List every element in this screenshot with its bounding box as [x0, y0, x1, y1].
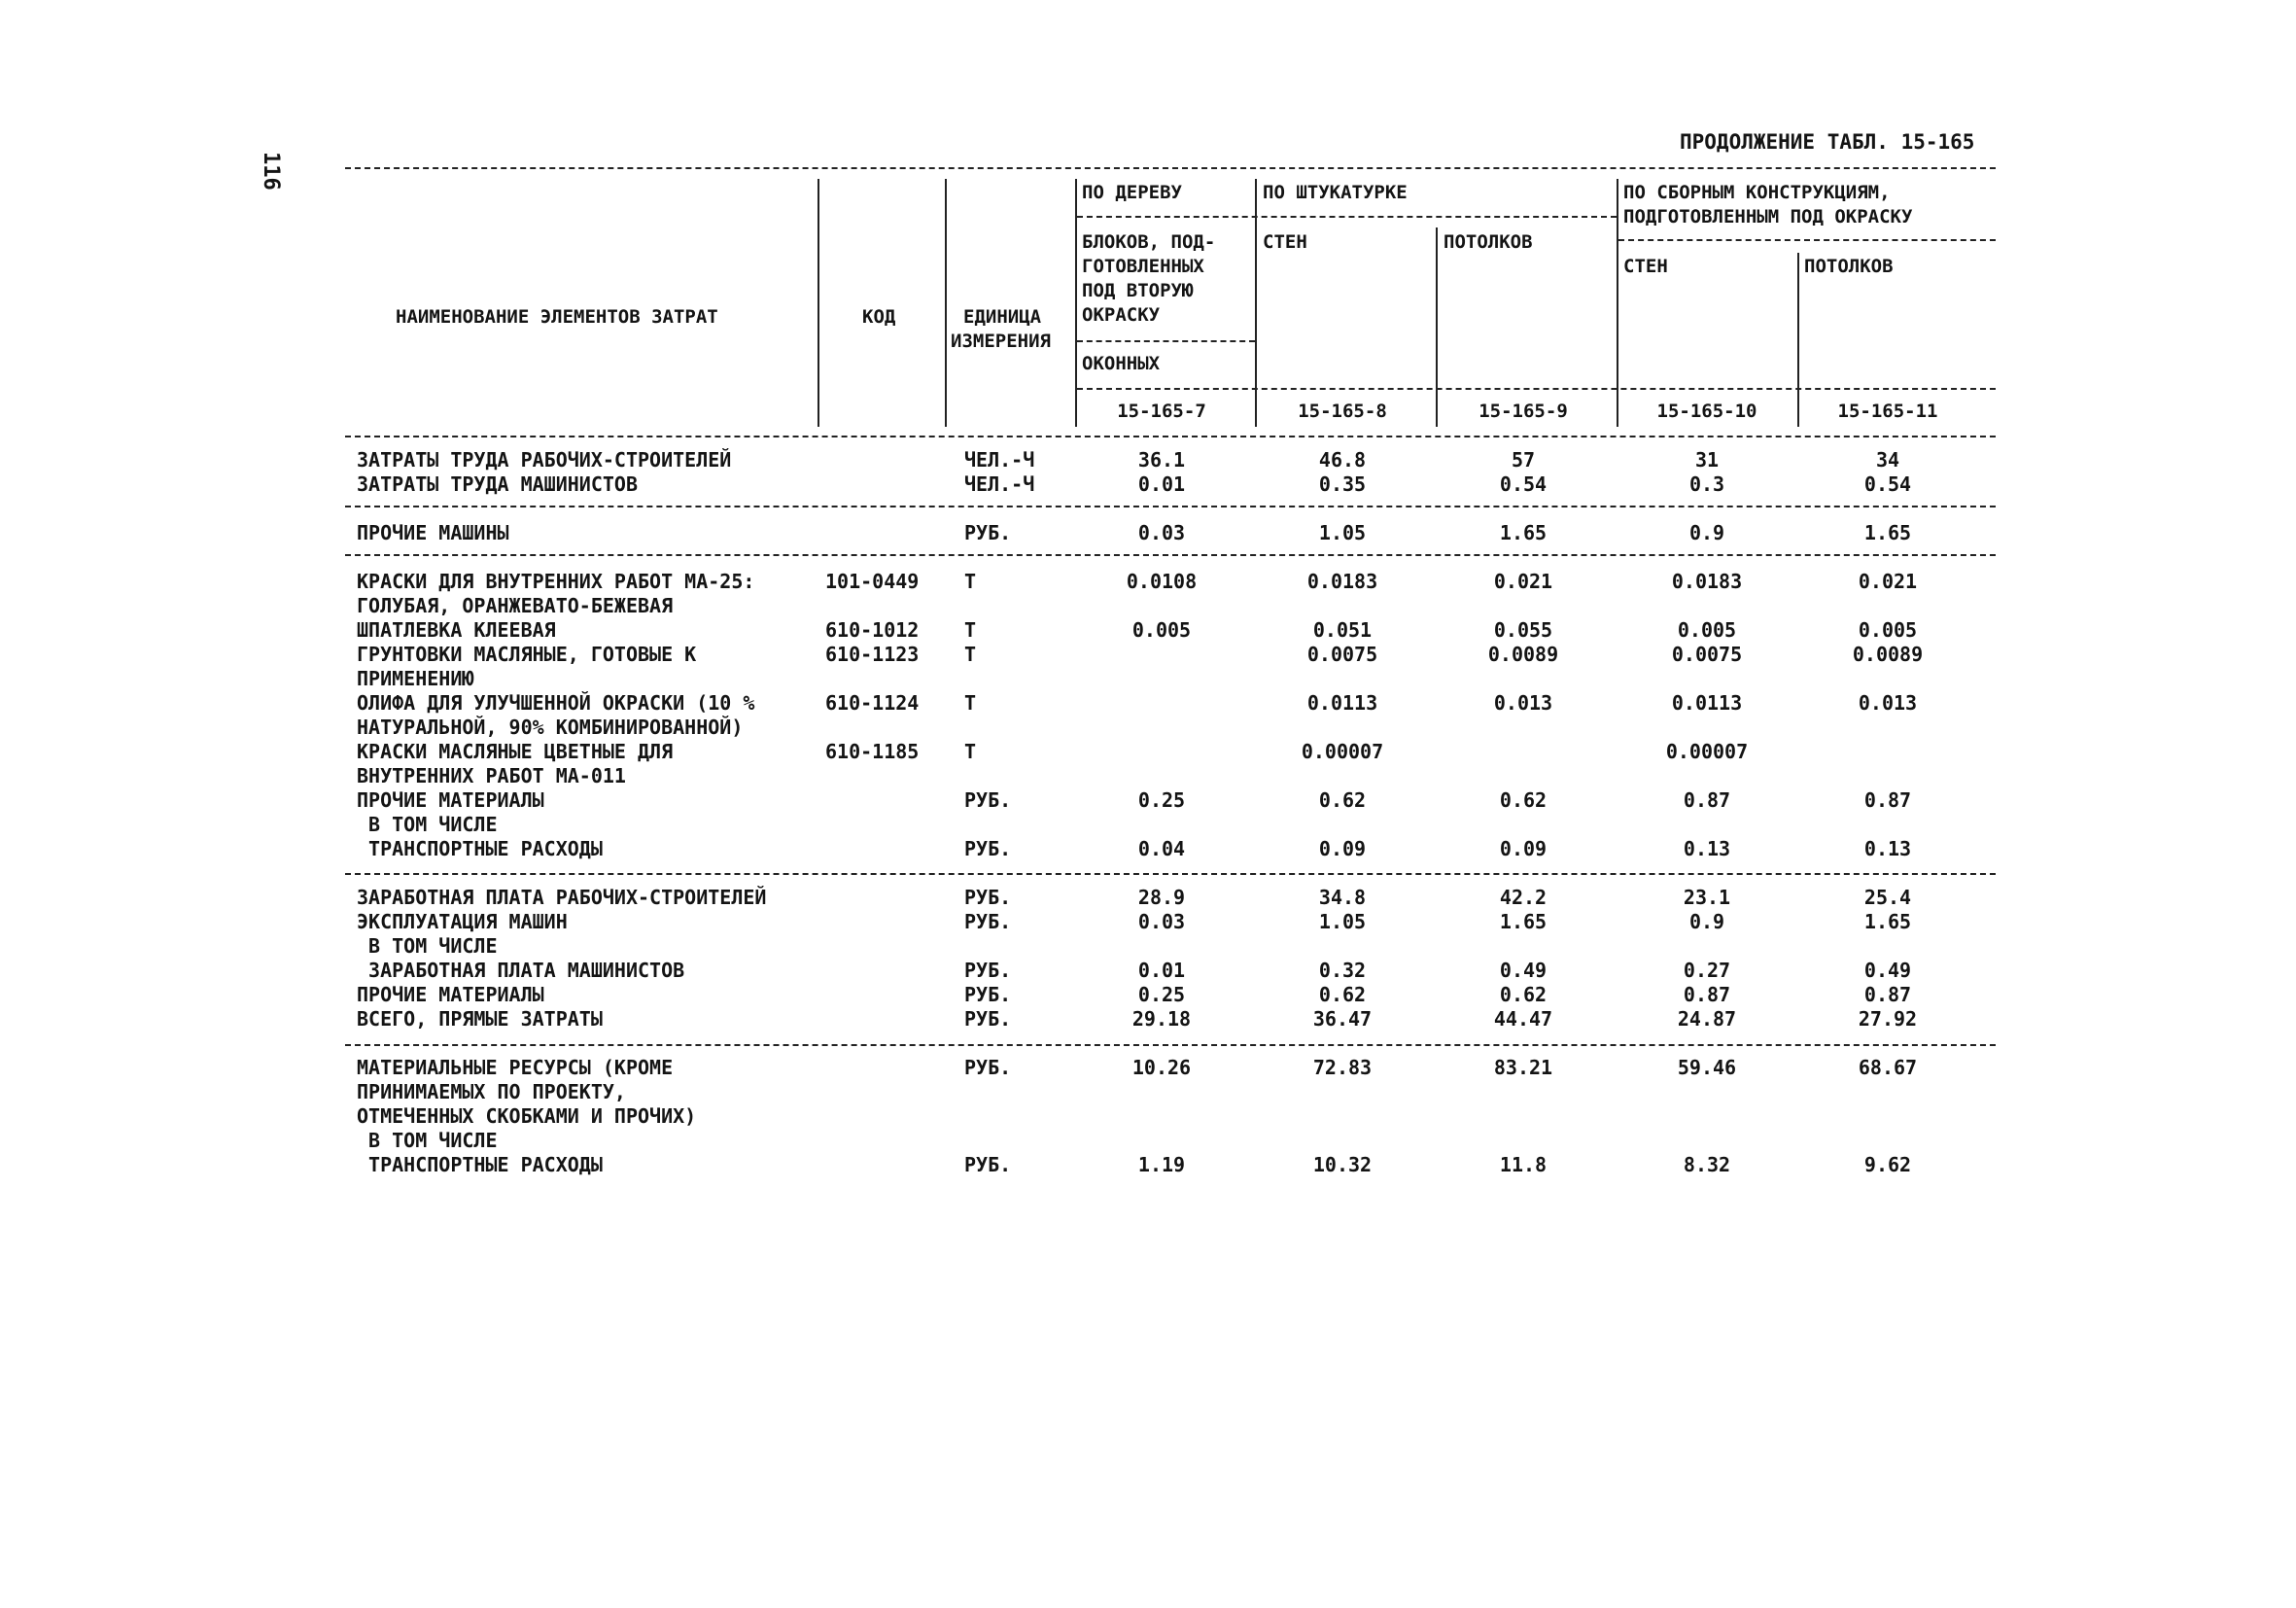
- row-value: 0.87: [1683, 983, 1731, 1006]
- header-rule: [1618, 239, 1996, 241]
- row-value: 24.87: [1677, 1007, 1737, 1031]
- section-rule: [345, 1044, 1996, 1046]
- row-value: 59.46: [1677, 1056, 1737, 1079]
- row-value: 0.021: [1493, 570, 1553, 593]
- table-row: [0, 716, 2296, 740]
- table-row: [0, 886, 2296, 910]
- row-value: 57: [1511, 448, 1536, 472]
- row-value: 0.021: [1858, 570, 1918, 593]
- table-top-rule: [345, 167, 1996, 169]
- row-value: 0.25: [1137, 983, 1186, 1006]
- row-unit: Т: [964, 691, 977, 715]
- row-value: 0.35: [1318, 472, 1367, 496]
- section-rule: [345, 554, 1996, 556]
- row-value: 0.3: [1688, 472, 1725, 496]
- header-ceilings: ПОТОЛКОВ: [1444, 231, 1533, 253]
- header-code-15-165-7: 15-165-7: [1117, 401, 1206, 422]
- header-code-15-165-8: 15-165-8: [1298, 401, 1387, 422]
- header-wood: ПО ДЕРЕВУ: [1082, 182, 1182, 203]
- table-row: [0, 1129, 2296, 1153]
- row-name: ТРАНСПОРТНЫЕ РАСХОДЫ: [357, 837, 603, 860]
- row-value: 0.87: [1863, 983, 1912, 1006]
- row-value: 0.0113: [1671, 691, 1743, 715]
- row-value: 0.09: [1318, 837, 1367, 860]
- row-unit: Т: [964, 643, 977, 666]
- row-unit: РУБ.: [964, 983, 1012, 1006]
- row-name: ПРИНИМАЕМЫХ ПО ПРОЕКТУ,: [357, 1080, 626, 1103]
- row-value: 44.47: [1493, 1007, 1553, 1031]
- row-value: 0.87: [1683, 788, 1731, 812]
- row-unit: РУБ.: [964, 910, 1012, 933]
- row-value: 0.62: [1499, 983, 1548, 1006]
- row-value: 0.0075: [1306, 643, 1378, 666]
- row-name: ЗАРАБОТНАЯ ПЛАТА МАШИНИСТОВ: [357, 959, 685, 982]
- row-value: 0.0089: [1487, 643, 1559, 666]
- row-value: 0.051: [1312, 618, 1373, 642]
- header-separator: [818, 179, 819, 427]
- row-value: 0.03: [1137, 521, 1186, 544]
- header-walls-prefab: СТЕН: [1623, 256, 1668, 277]
- header-rule: [1077, 388, 1996, 390]
- table-row: [0, 959, 2296, 983]
- table-row: [0, 910, 2296, 934]
- row-value: 28.9: [1137, 886, 1186, 909]
- row-value: 0.62: [1318, 788, 1367, 812]
- header-windows: ОКОННЫХ: [1082, 353, 1161, 374]
- row-unit: РУБ.: [964, 1007, 1012, 1031]
- row-value: 46.8: [1318, 448, 1367, 472]
- table-row: [0, 691, 2296, 716]
- row-unit: РУБ.: [964, 521, 1012, 544]
- row-value: 8.32: [1683, 1153, 1731, 1176]
- row-name: КРАСКИ МАСЛЯНЫЕ ЦВЕТНЫЕ ДЛЯ: [357, 740, 674, 763]
- row-value: 0.005: [1131, 618, 1192, 642]
- row-value: 36.47: [1312, 1007, 1373, 1031]
- row-value: 11.8: [1499, 1153, 1548, 1176]
- row-value: 0.13: [1863, 837, 1912, 860]
- header-rule: [1077, 216, 1617, 218]
- row-value: 0.013: [1493, 691, 1553, 715]
- row-value: 0.005: [1677, 618, 1737, 642]
- row-value: 1.05: [1318, 521, 1367, 544]
- row-name: ТРАНСПОРТНЫЕ РАСХОДЫ: [357, 1153, 603, 1176]
- row-unit: РУБ.: [964, 1153, 1012, 1176]
- header-rule: [1077, 340, 1255, 342]
- header-ceilings-prefab: ПОТОЛКОВ: [1804, 256, 1894, 277]
- row-value: 10.32: [1312, 1153, 1373, 1176]
- row-code: 610-1012: [825, 618, 920, 642]
- row-value: 68.67: [1858, 1056, 1918, 1079]
- row-name: МАТЕРИАЛЬНЫЕ РЕСУРСЫ (КРОМЕ: [357, 1056, 674, 1079]
- row-name: ЗАТРАТЫ ТРУДА РАБОЧИХ-СТРОИТЕЛЕЙ: [357, 448, 732, 472]
- row-value: 0.00007: [1665, 740, 1749, 763]
- row-name: НАТУРАЛЬНОЙ, 90% КОМБИНИРОВАННОЙ): [357, 716, 744, 739]
- row-unit: ЧЕЛ.-Ч: [964, 472, 1035, 496]
- row-value: 1.65: [1499, 910, 1548, 933]
- row-unit: РУБ.: [964, 788, 1012, 812]
- header-plaster: ПО ШТУКАТУРКЕ: [1263, 182, 1408, 203]
- row-name: ПРОЧИЕ МАШИНЫ: [357, 521, 509, 544]
- header-code-15-165-11: 15-165-11: [1837, 401, 1938, 422]
- table-row: [0, 594, 2296, 618]
- table-row: [0, 570, 2296, 594]
- row-unit: РУБ.: [964, 886, 1012, 909]
- header-code-15-165-9: 15-165-9: [1478, 401, 1568, 422]
- row-name: ПРОЧИЕ МАТЕРИАЛЫ: [357, 788, 544, 812]
- row-name: ВНУТРЕННИХ РАБОТ МА-011: [357, 764, 626, 787]
- row-name: В ТОМ ЧИСЛЕ: [357, 813, 498, 836]
- row-value: 1.05: [1318, 910, 1367, 933]
- row-value: 0.0183: [1306, 570, 1378, 593]
- table-row: [0, 521, 2296, 545]
- row-name: ЗАТРАТЫ ТРУДА МАШИНИСТОВ: [357, 472, 638, 496]
- header-blocks: БЛОКОВ, ПОД-: [1082, 231, 1216, 253]
- row-name: ЭКСПЛУАТАЦИЯ МАШИН: [357, 910, 568, 933]
- header-blocks: ОКРАСКУ: [1082, 304, 1161, 326]
- row-value: 0.54: [1499, 472, 1548, 496]
- row-value: 0.005: [1858, 618, 1918, 642]
- header-code-col: КОД: [862, 306, 896, 328]
- section-rule: [345, 506, 1996, 507]
- table-row: [0, 1007, 2296, 1031]
- row-value: 0.32: [1318, 959, 1367, 982]
- header-code-15-165-10: 15-165-10: [1656, 401, 1757, 422]
- table-row: [0, 1056, 2296, 1080]
- row-value: 34: [1875, 448, 1900, 472]
- header-blocks: ГОТОВЛЕННЫХ: [1082, 256, 1204, 277]
- row-value: 0.49: [1499, 959, 1548, 982]
- row-value: 0.9: [1688, 521, 1725, 544]
- row-value: 0.00007: [1301, 740, 1384, 763]
- row-code: 101-0449: [825, 570, 920, 593]
- row-value: 0.13: [1683, 837, 1731, 860]
- table-row: [0, 1104, 2296, 1129]
- row-value: 0.25: [1137, 788, 1186, 812]
- row-value: 0.01: [1137, 472, 1186, 496]
- row-value: 1.65: [1863, 521, 1912, 544]
- row-unit: Т: [964, 570, 977, 593]
- row-unit: РУБ.: [964, 837, 1012, 860]
- row-name: ГРУНТОВКИ МАСЛЯНЫЕ, ГОТОВЫЕ К: [357, 643, 697, 666]
- row-value: 25.4: [1863, 886, 1912, 909]
- table-continuation-caption: ПРОДОЛЖЕНИЕ ТАБЛ. 15-165: [1680, 130, 1975, 154]
- table-row: [0, 643, 2296, 667]
- row-value: 0.055: [1493, 618, 1553, 642]
- row-value: 0.0183: [1671, 570, 1743, 593]
- table-row: [0, 934, 2296, 959]
- row-value: 31: [1694, 448, 1720, 472]
- row-value: 0.54: [1863, 472, 1912, 496]
- header-separator: [945, 179, 947, 427]
- row-value: 0.49: [1863, 959, 1912, 982]
- row-name: ЗАРАБОТНАЯ ПЛАТА РАБОЧИХ-СТРОИТЕЛЕЙ: [357, 886, 767, 909]
- row-value: 42.2: [1499, 886, 1548, 909]
- row-value: 0.27: [1683, 959, 1731, 982]
- row-value: 0.09: [1499, 837, 1548, 860]
- row-name: ГОЛУБАЯ, ОРАНЖЕВАТО-БЕЖЕВАЯ: [357, 594, 674, 617]
- table-row: [0, 667, 2296, 691]
- row-value: 23.1: [1683, 886, 1731, 909]
- row-value: 0.01: [1137, 959, 1186, 982]
- row-name: ШПАТЛЕВКА КЛЕЕВАЯ: [357, 618, 556, 642]
- header-walls: СТЕН: [1263, 231, 1307, 253]
- row-code: 610-1185: [825, 740, 920, 763]
- row-value: 0.0113: [1306, 691, 1378, 715]
- header-bottom-rule: [345, 436, 1996, 437]
- table-row: [0, 788, 2296, 813]
- row-value: 10.26: [1131, 1056, 1192, 1079]
- header-prefab: ПО СБОРНЫМ КОНСТРУКЦИЯМ,: [1623, 182, 1891, 203]
- table-row: [0, 1153, 2296, 1177]
- row-unit: РУБ.: [964, 1056, 1012, 1079]
- row-value: 72.83: [1312, 1056, 1373, 1079]
- row-value: 0.0075: [1671, 643, 1743, 666]
- table-row: [0, 740, 2296, 764]
- row-value: 0.04: [1137, 837, 1186, 860]
- table-row: [0, 448, 2296, 472]
- row-name: В ТОМ ЧИСЛЕ: [357, 934, 498, 958]
- row-value: 0.9: [1688, 910, 1725, 933]
- row-value: 0.03: [1137, 910, 1186, 933]
- row-value: 1.19: [1137, 1153, 1186, 1176]
- row-value: 1.65: [1863, 910, 1912, 933]
- row-unit: РУБ.: [964, 959, 1012, 982]
- row-value: 0.62: [1318, 983, 1367, 1006]
- row-name: В ТОМ ЧИСЛЕ: [357, 1129, 498, 1152]
- table-row: [0, 813, 2296, 837]
- row-name: ПРИМЕНЕНИЮ: [357, 667, 474, 690]
- row-value: 0.0089: [1852, 643, 1924, 666]
- section-rule: [345, 873, 1996, 875]
- header-separator: [1436, 227, 1438, 427]
- table-row: [0, 983, 2296, 1007]
- row-value: 83.21: [1493, 1056, 1553, 1079]
- row-unit: Т: [964, 740, 977, 763]
- row-name: КРАСКИ ДЛЯ ВНУТРЕННИХ РАБОТ МА-25:: [357, 570, 755, 593]
- table-row: [0, 618, 2296, 643]
- row-value: 9.62: [1863, 1153, 1912, 1176]
- row-value: 27.92: [1858, 1007, 1918, 1031]
- row-unit: ЧЕЛ.-Ч: [964, 448, 1035, 472]
- row-value: 34.8: [1318, 886, 1367, 909]
- header-unit-col: ЕДИНИЦА: [963, 306, 1042, 328]
- row-value: 29.18: [1131, 1007, 1192, 1031]
- row-name: ОТМЕЧЕННЫХ СКОБКАМИ И ПРОЧИХ): [357, 1104, 697, 1128]
- row-name: ОЛИФА ДЛЯ УЛУЧШЕННОЙ ОКРАСКИ (10 %: [357, 691, 755, 715]
- row-value: 0.013: [1858, 691, 1918, 715]
- header-prefab: ПОДГОТОВЛЕННЫМ ПОД ОКРАСКУ: [1623, 206, 1913, 227]
- header-name-col: НАИМЕНОВАНИЕ ЭЛЕМЕНТОВ ЗАТРАТ: [396, 306, 718, 328]
- row-unit: Т: [964, 618, 977, 642]
- row-code: 610-1124: [825, 691, 920, 715]
- row-value: 0.87: [1863, 788, 1912, 812]
- header-unit-col: ИЗМЕРЕНИЯ: [951, 331, 1051, 352]
- row-code: 610-1123: [825, 643, 920, 666]
- row-value: 0.62: [1499, 788, 1548, 812]
- row-name: ВСЕГО, ПРЯМЫЕ ЗАТРАТЫ: [357, 1007, 603, 1031]
- table-row: [0, 472, 2296, 497]
- row-value: 0.0108: [1126, 570, 1198, 593]
- table-row: [0, 1080, 2296, 1104]
- row-value: 36.1: [1137, 448, 1186, 472]
- page-number: 116: [259, 152, 283, 191]
- header-separator: [1797, 253, 1799, 427]
- row-value: 1.65: [1499, 521, 1548, 544]
- table-row: [0, 837, 2296, 861]
- table-row: [0, 764, 2296, 788]
- row-name: ПРОЧИЕ МАТЕРИАЛЫ: [357, 983, 544, 1006]
- header-blocks: ПОД ВТОРУЮ: [1082, 280, 1194, 301]
